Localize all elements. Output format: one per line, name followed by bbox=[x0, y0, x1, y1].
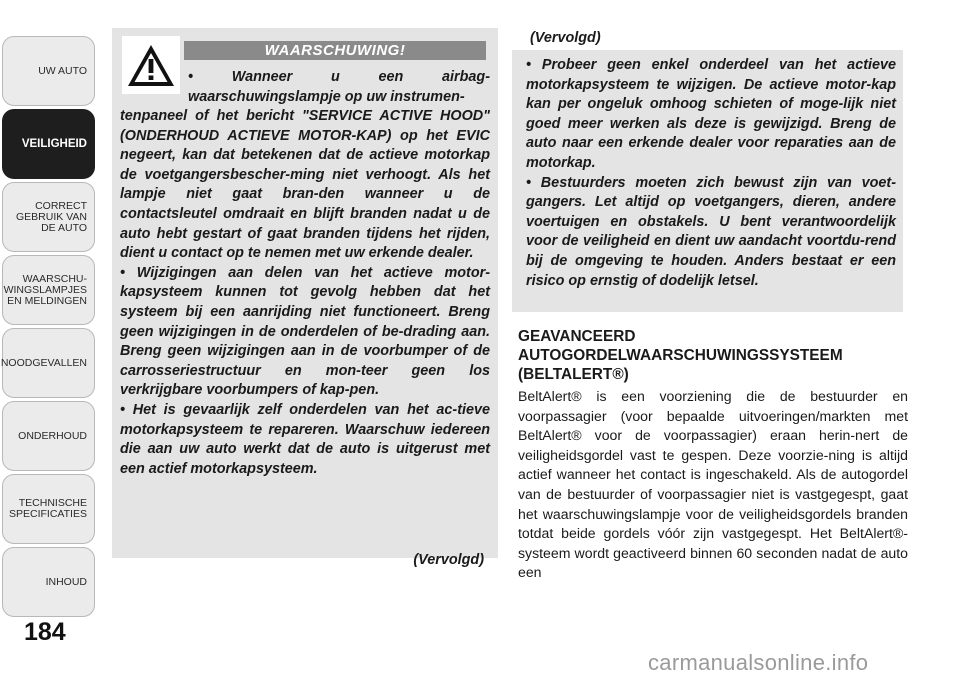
bullet-text: tenpaneel of het bericht "SERVICE ACTIVE HOOD" (ONDERHOUD ACTIEVE MOTOR-KAP) op het EVIC negeert, kan dat betekenen dat de actieve motorkap de voetgangersbescher-ming niet verhoogt. Als het lampje niet gaat bran-den wanneer u de contactsleutel omdraait en blijft branden nadat u de auto hebt gestart of gaat branden tijdens het rijden, dient u contact op te nemen met uw erkende dealer. bbox=[120, 108, 490, 262]
warning-heading: WAARSCHUWING! bbox=[184, 41, 486, 60]
warning-bullets-right bbox=[526, 56, 896, 291]
watermark: carmanualsonline.info bbox=[648, 650, 869, 675]
tab-label: TECHNISCHE SPECIFICATIES bbox=[9, 497, 87, 520]
body-paragraph: BeltAlert® is een voorziening die de bestuurder en voorpassagier (voor bepaalde uitvoeringen/markten met BeltAlert® voor de voorpassagier) eraan herin-nert de veiligheidsgordel vast te gespen. Deze voorzie-ning is altijd actief wanneer het contact is ingeschakeld. Als de autogordel van de bestuurder of voorpassagier niet is vastgegespt, gaat het waarschuwingslampje voor de veiligheidsgordels branden totdat beide gordels vóór zijn vastgegespt. Het BeltAlert®-systeem wordt geactiveerd binnen 60 seconden nadat de auto een bbox=[518, 388, 908, 581]
warning-bullet-1-start bbox=[188, 68, 490, 107]
warning-box-left bbox=[112, 28, 498, 568]
warning-triangle-icon bbox=[122, 36, 180, 94]
tab-uw-auto[interactable] bbox=[2, 36, 95, 106]
bullet-text: • Wijzigingen aan delen van het actieve motor-kapsysteem kunnen tot gevolg hebben dat het systeem bij een aanrijding niet functioneert. Breng geen wijzigingen in de onderdelen of be-drading aan. Breng geen wijzigingen aan in de voorbumper of de carrosseriestructuur en mon-teer geen los verkrijgbare voorbumpers of kap-pen. bbox=[120, 264, 490, 399]
bullet-text: • Het is gevaarlijk zelf onderdelen van het ac-tieve motorkapsysteem te repareren. Waarschuw iedereen die aan uw auto werkt dat de auto is uitgerust met een actief motorkapsysteem. bbox=[120, 401, 490, 477]
tab-label: INHOUD bbox=[45, 575, 87, 588]
tab-label: NOODGEVALLEN bbox=[0, 356, 87, 369]
bullet-text: • Bestuurders moeten zich bewust zijn van voet-gangers. Let altijd op voetgangers, dieren, andere voertuigen en obstakels. U bent verantwoordelijk voor de veiligheid en dient uw aandacht voortdu-rend bij de omgeving te houden. Anders bestaat er een risico op ernstig of dodelijk letsel. bbox=[526, 174, 896, 289]
chapter-sidebar bbox=[0, 0, 100, 678]
section-body bbox=[518, 387, 908, 583]
tab-inhoud[interactable] bbox=[2, 547, 95, 617]
bullet-line: waarschuwingslampje op uw instrumen- bbox=[188, 88, 465, 105]
bullet-line: • Wanneer u een airbag- bbox=[188, 69, 490, 85]
continued-note: (Vervolgd) bbox=[413, 552, 484, 568]
page-number: 184 bbox=[24, 618, 66, 646]
continued-heading: (Vervolgd) bbox=[530, 30, 601, 46]
warning-bullets bbox=[120, 107, 490, 479]
tab-label: ONDERHOUD bbox=[18, 429, 87, 442]
tab-label: CORRECT GEBRUIK VAN DE AUTO bbox=[16, 199, 87, 234]
section-title: GEAVANCEERD AUTOGORDELWAARSCHUWINGSSYSTEEM (BELTALERT®) bbox=[518, 328, 843, 383]
tab-label: WAARSCHU- WINGSLAMPJES EN MELDINGEN bbox=[3, 272, 87, 307]
warning-box-right bbox=[512, 50, 903, 312]
tab-waarschuwingslampjes[interactable] bbox=[2, 255, 95, 325]
tab-noodgevallen[interactable] bbox=[2, 328, 95, 398]
bullet-text: • Probeer geen enkel onderdeel van het actieve motorkapsysteem te wijzigen. De actieve motor-kap kan per ongeluk omhoog schieten of moge-lijk niet goed meer werken als deze is gewijzigd. Breng de auto naar een erkende dealer voor reparaties aan de motorkap. bbox=[526, 57, 896, 171]
tab-veiligheid[interactable] bbox=[2, 109, 95, 179]
tab-onderhoud[interactable] bbox=[2, 401, 95, 471]
tab-label: VEILIGHEID bbox=[21, 137, 87, 150]
tab-technische-specificaties[interactable] bbox=[2, 474, 95, 544]
tab-correct-gebruik[interactable] bbox=[2, 182, 95, 252]
tab-label: UW AUTO bbox=[38, 64, 87, 77]
